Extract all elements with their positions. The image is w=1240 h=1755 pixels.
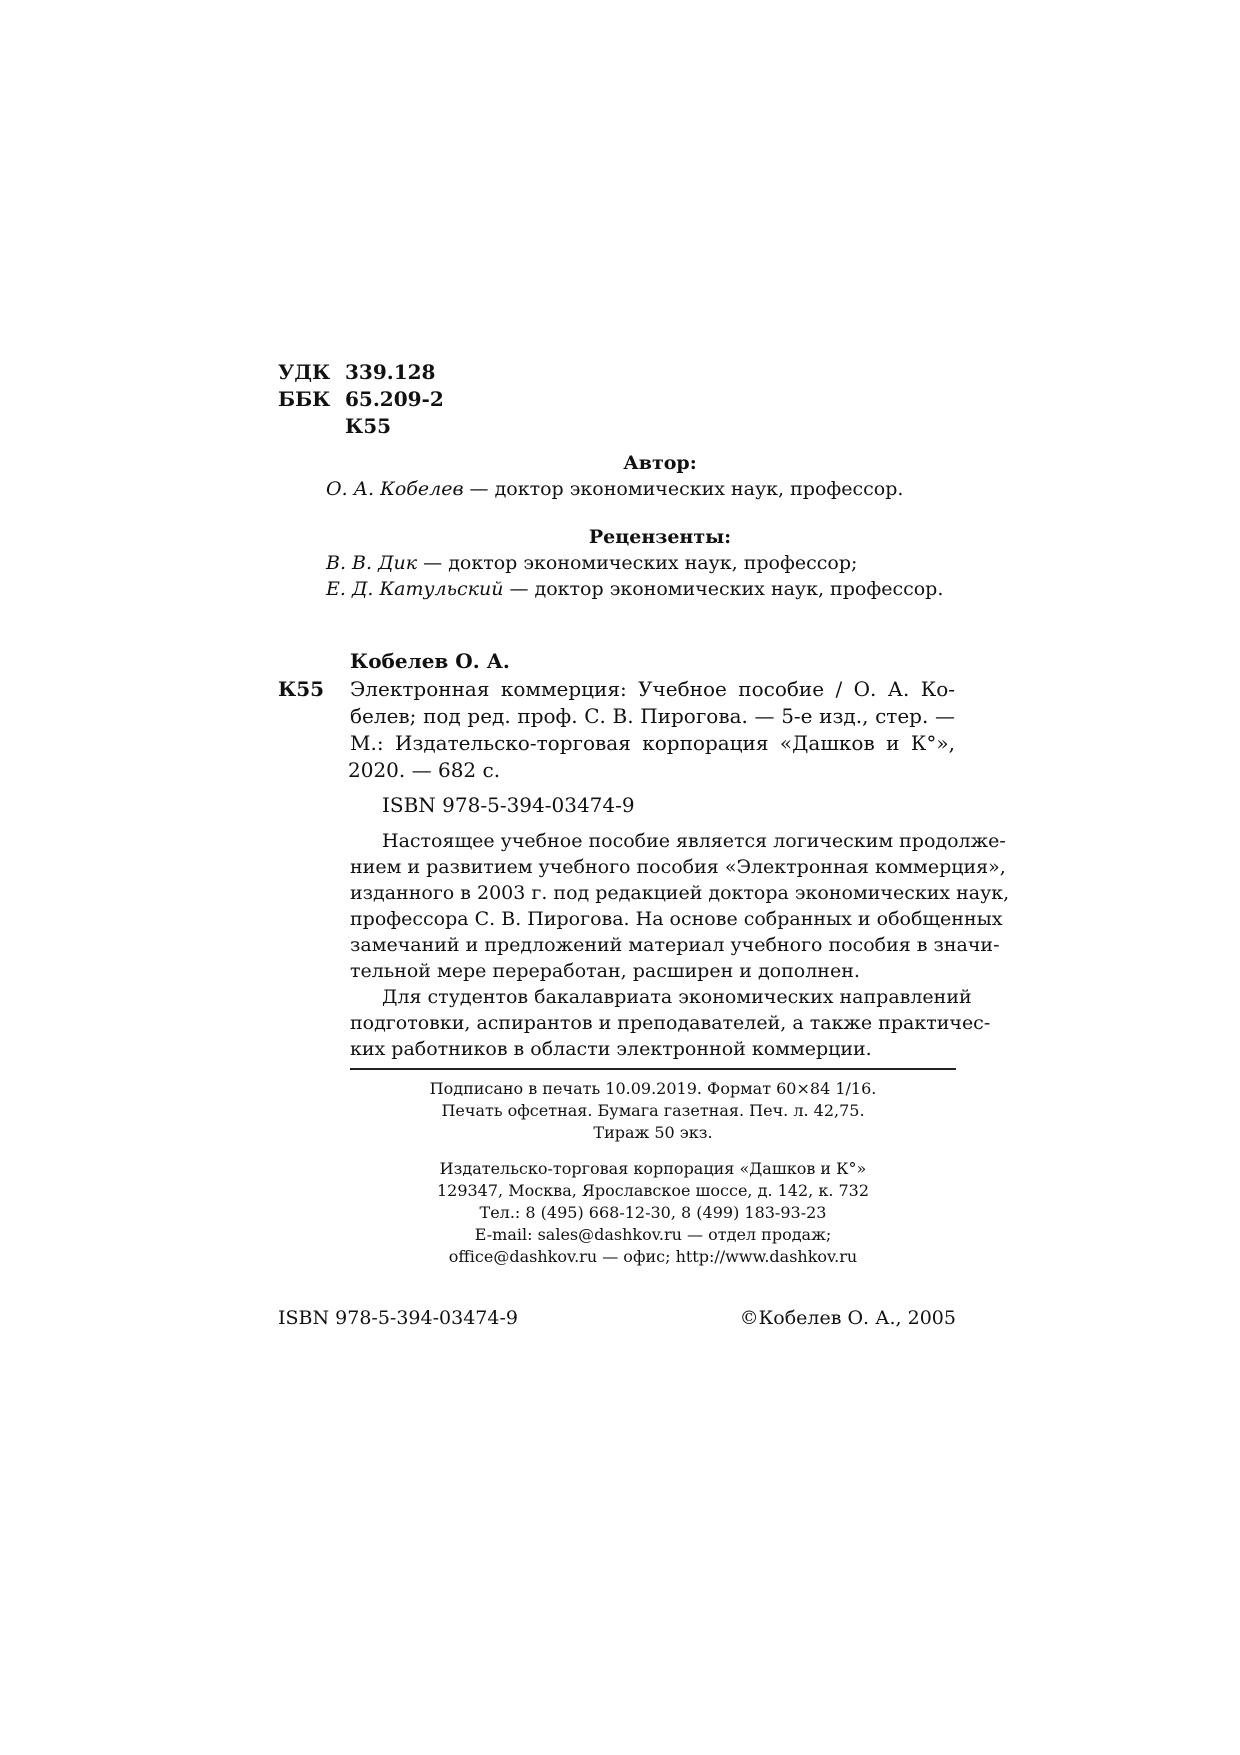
author-desc: — доктор экономических наук, профессор. — [463, 478, 904, 500]
publisher-line: E-mail: sales@dashkov.ru — отдел продаж; — [474, 1225, 832, 1244]
annotation-line: Для студентов бакалавриата экономических направлений — [382, 986, 972, 1008]
reviewer-name: Е. Д. Катульский — [326, 578, 504, 600]
annotation — [350, 828, 1010, 1062]
annotation-line: тельной мере переработан, расширен и дополнен. — [350, 960, 860, 982]
catalog-description — [350, 676, 955, 784]
publisher-info — [350, 1158, 956, 1268]
reviewer-line — [326, 576, 943, 602]
udk-label: УДК — [278, 360, 331, 384]
publisher-line: Издательско-торговая корпорация «Дашков и К°» — [439, 1159, 867, 1178]
reviewers-heading: Рецензенты: — [588, 526, 732, 548]
annotation-line: профессора С. В. Пирогова. На основе собранных и обобщенных — [350, 908, 1003, 930]
udk-value: 339.128 — [345, 360, 436, 384]
print-info-line: Тираж 50 экз. — [593, 1123, 713, 1142]
catalog-author: Кобелев О. А. — [350, 649, 510, 673]
author-mark: К55 — [345, 414, 392, 438]
publisher-line: 129347, Москва, Ярославское шоссе, д. 142, к. 732 — [436, 1181, 870, 1200]
reviewer-desc: — доктор экономических наук, профессор; — [417, 552, 858, 574]
annotation-line: изданного в 2003 г. под редакцией доктора экономических наук, — [350, 882, 1010, 904]
bbk-value: 65.209-2 — [345, 387, 444, 411]
footer-isbn: ISBN 978-5-394-03474-9 — [278, 1307, 518, 1329]
catalog-line: белев; под ред. проф. С. В. Пирогова. — 5-е изд., стер. — — [350, 704, 955, 728]
reviewer-line — [326, 550, 857, 576]
print-info-line: Печать офсетная. Бумага газетная. Печ. л. 42,75. — [441, 1101, 865, 1120]
print-info — [350, 1078, 956, 1144]
divider — [350, 1068, 956, 1070]
print-info-line: Подписано в печать 10.09.2019. Формат 60×84 1/16. — [429, 1079, 877, 1098]
footer-copyright: ©Кобелев О. А., 2005 — [739, 1307, 956, 1329]
bbk-label: ББК — [278, 387, 331, 411]
annotation-line: подготовки, аспирантов и преподавателей, а также практичес- — [350, 1012, 991, 1034]
catalog-line: 2020. — 682 с. — [348, 758, 501, 782]
publisher-line: office@dashkov.ru — офис; http://www.dashkov.ru — [448, 1247, 858, 1266]
author-name: О. А. Кобелев — [326, 478, 464, 500]
reviewer-name: В. В. Дик — [326, 552, 418, 574]
reviewer-desc: — доктор экономических наук, профессор. — [503, 578, 944, 600]
annotation-line: нием и развитием учебного пособия «Электронная коммерция», — [350, 856, 1006, 878]
catalog-isbn: ISBN 978-5-394-03474-9 — [382, 793, 635, 817]
catalog-line: М.: Издательско-торговая корпорация «Дашков и К°», — [350, 731, 955, 755]
author-heading: Автор: — [623, 452, 697, 474]
annotation-line: Настоящее учебное пособие является логическим продолже- — [382, 830, 1006, 852]
annotation-line: ких работников в области электронной коммерции. — [350, 1038, 872, 1060]
publisher-line: Тел.: 8 (495) 668-12-30, 8 (499) 183-93-23 — [479, 1203, 827, 1222]
annotation-line: замечаний и предложений материал учебного пособия в значи- — [350, 934, 1000, 956]
catalog-line: Электронная коммерция: Учебное пособие / О. А. Ко- — [350, 677, 955, 701]
author-line — [326, 476, 903, 502]
catalog-mark: К55 — [278, 677, 325, 701]
